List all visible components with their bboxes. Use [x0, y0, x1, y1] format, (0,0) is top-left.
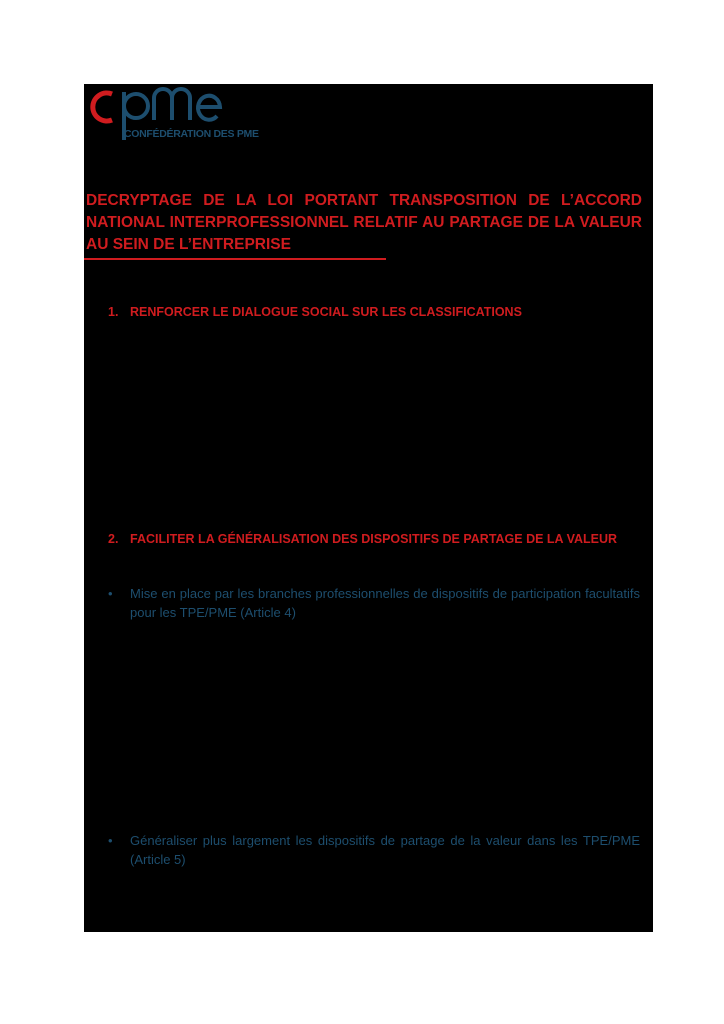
- section-heading-text: FACILITER LA GÉNÉRALISATION DES DISPOSITIFS DE PARTAGE DE LA VALEUR: [130, 532, 618, 546]
- section-number: 2.: [108, 532, 119, 546]
- section-heading-1: [108, 303, 640, 321]
- title-underline: [84, 258, 386, 260]
- document-title: DECRYPTAGE DE LA LOI PORTANT TRANSPOSITION DE L’ACCORD NATIONAL INTERPROFESSIONNEL RELATIF AU PARTAGE DE LA VALEUR AU SEIN DE L’ENTREPRISE: [86, 192, 642, 253]
- bullet-marker: •: [108, 586, 113, 601]
- document-page: [84, 84, 653, 932]
- section-heading-2: [108, 530, 640, 548]
- bullet-text: Mise en place par les branches professionnelles de dispositifs de participation facultatifs pour les TPE/PME (Article 4): [130, 586, 640, 620]
- logo-subtitle: CONFÉDÉRATION DES PME: [124, 128, 259, 140]
- bullet-item: [108, 584, 640, 622]
- section-heading-text: RENFORCER LE DIALOGUE SOCIAL SUR LES CLASSIFICATIONS: [130, 305, 522, 319]
- cpme-logo-mark: [84, 84, 284, 154]
- bullet-text: Généraliser plus largement les dispositifs de partage de la valeur dans les TPE/PME (Article 5): [130, 833, 640, 867]
- section-number: 1.: [108, 305, 119, 319]
- bullet-marker: •: [108, 833, 113, 848]
- bullet-item: [108, 831, 640, 869]
- cpme-logo: [84, 84, 284, 154]
